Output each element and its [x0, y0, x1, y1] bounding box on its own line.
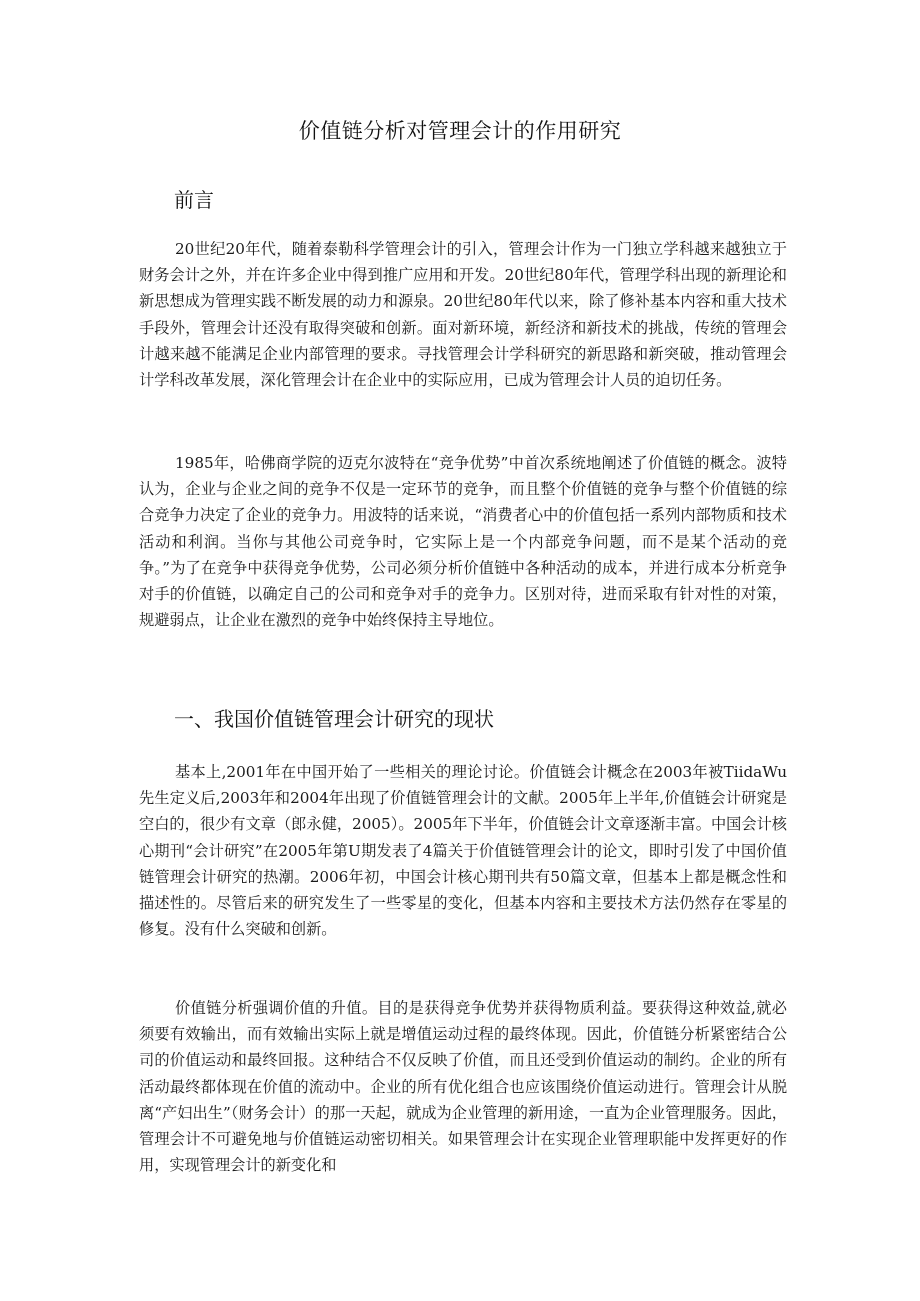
- document-title: 价值链分析对管理会计的作用研究: [298, 119, 622, 143]
- paragraph-status-2: 价值链分析强调价值的升值。目的是获得竞争优势并获得物质利益。要获得这种效益,就必须要有效输出，而有效输出实际上就是增值运动过程的最终体现。因此，价值链分析紧密结合公司的价值运动和最终回报。这种结合不仅反映了价值，而且还受到价值运动的制约。企业的所有活动最终都体现在价值的流动中。企业的所有优化组合也应该围绕价值运动进行。管理会计从脱离“产妇出生”（财务会计）的那一天起，就成为企业管理的新用途，一直为企业管理服务。因此，管理会计不可避免地与价值链运动密切相关。如果管理会计在实现企业管理职能中发挥更好的作用，实现管理会计的新变化和: [139, 999, 787, 1175]
- paragraph-preface-2: 1985年，哈佛商学院的迈克尔波特在“竞争优势”中首次系统地阐述了价值链的概念。波特认为，企业与企业之间的竞争不仅是一定环节的竞争，而且整个价值链的竞争与整个价值链的综合竞争力决定了企业的竞争力。用波特的话来说，“消费者心中的价值包括一系列内部物质和技术活动和利润。当你与其他公司竞争时，它实际上是一个内部竞争问题，而不是某个活动的竞争。”为了在竞争中获得竞争优势，公司必须分析价值链中各种活动的成本，并进行成本分析竞争对手的价值链，以确定自己的公司和竞争对手的竞争力。区别对待，进而采取有针对性的对策，规避弱点，让企业在激烈的竞争中始终保持主导地位。: [139, 454, 787, 630]
- section-heading-preface: 前言: [174, 188, 214, 212]
- paragraph-status-1: 基本上,2001年在中国开始了一些相关的理论讨论。价值链会计概念在2003年被TiidaWu先生定义后,2003年和2004年出现了价值链管理会计的文献。2005年上半年,价值链会计研窕是空白的，很少有文章（郎永健，2005）。2005年下半年，价值链会计文章逐渐丰富。中国会计核心期刊“会计研究”在2005年第U期发表了4篇关于价值链管理会计的论文，即时引发了中国价值链管理会计研究的热潮。2006年初，中国会计核心期刊共有50篇文章，但基本上都是概念性和描述性的。尽管后来的研究发生了一些零星的变化，但基本内容和主要技术方法仍然存在零星的修复。没有什么突破和创新。: [139, 763, 787, 939]
- section-heading-status: 一、我国价值链管理会计研究的现状: [174, 707, 494, 731]
- paragraph-preface-1: 20世纪20年代，随着泰勒科学管理会计的引入，管理会计作为一门独立学科越来越独立于财务会计之外，并在许多企业中得到推广应用和开发。20世纪80年代，管理学科出现的新理论和新思想成为管理实践不断发展的动力和源泉。20世纪80年代以来，除了修补基本内容和重大技术手段外，管理会计还没有取得突破和创新。面对新环境，新经济和新技术的挑战，传统的管理会计越来越不能满足企业内部管理的要求。寻找管理会计学科研究的新思路和新突破，推动管理会计学科改革发展，深化管理会计在企业中的实际应用，已成为管理会计人员的迫切任务。: [139, 240, 787, 390]
